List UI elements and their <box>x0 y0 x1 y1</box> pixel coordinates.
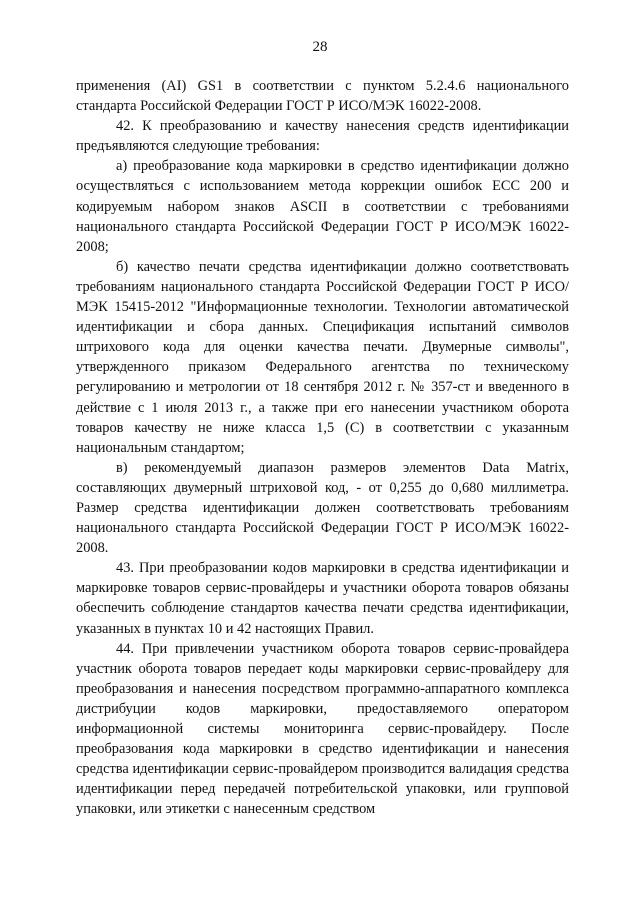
paragraph-continuation: применения (AI) GS1 в соответствии с пунктом 5.2.4.6 национального стандарта Российской Федерации ГОСТ Р ИСО/МЭК 16022-2008. <box>76 78 569 115</box>
paragraph-item-44: 44. При привлечении участником оборота товаров сервис-провайдера участник оборота товаров передает коды маркировки сервис-провайдеру для преобразования и нанесения посредством программно-аппаратного комплекса дистрибуции кодов маркировки, предоставляемого оператором информационной системы мониторинга сервис-провайдеру. После преобразования кода маркировки в средство идентификации и нанесения средства идентификации сервис-провайдером производится валидация средства идентификации перед передачей потребительской упаковки, или групповой упаковки, или этикетки с нанесенным средством <box>76 640 569 818</box>
paragraph-item-43: 43. При преобразовании кодов маркировки в средства идентификации и маркировке товаров сервис-провайдеры и участники оборота товаров обязаны обеспечить соблюдение стандартов качества печати средства идентификации, указанных в пунктах 10 и 42 настоящих Правил. <box>76 560 569 637</box>
paragraph-item-42: 42. К преобразованию и качеству нанесения средств идентификации предъявляются следующие требования: <box>76 118 569 155</box>
paragraph-item-42-v: в) рекомендуемый диапазон размеров элементов Data Matrix, составляющих двумерный штриховой код, - от 0,255 до 0,680 миллиметра. Размер средства идентификации должен соответствовать требованиям национального стандарта Российской Федерации ГОСТ Р ИСО/МЭК 16022-2008. <box>76 459 569 557</box>
paragraph-item-42-b: б) качество печати средства идентификации должно соответствовать требованиям национального стандарта Российской Федерации ГОСТ Р ИСО/МЭК 15415-2012 "Информационные технологии. Технологии автоматической идентификации и сбора данных. Спецификация испытаний символов штрихового кода для оценки качества печати. Двумерные символы", утвержденного приказом Федерального агентства по техническому регулированию и метрологии от 18 сентября 2012 г. № 357-ст и введенного в действие с 1 июля 2013 г., а также при его нанесении участником оборота товаров качеству не ниже класса 1,5 (C) в соответствии с указанным национальным стандартом; <box>76 258 569 456</box>
document-body <box>76 76 569 819</box>
page-number: 28 <box>312 39 328 55</box>
paragraph-item-42-a: а) преобразование кода маркировки в средство идентификации должно осуществляться с использованием метода коррекции ошибок ECC 200 и кодируемым набором знаков ASCII в соответствии с требованиями национального стандарта Российской Федерации ГОСТ Р ИСО/МЭК 16022-2008; <box>76 158 569 255</box>
